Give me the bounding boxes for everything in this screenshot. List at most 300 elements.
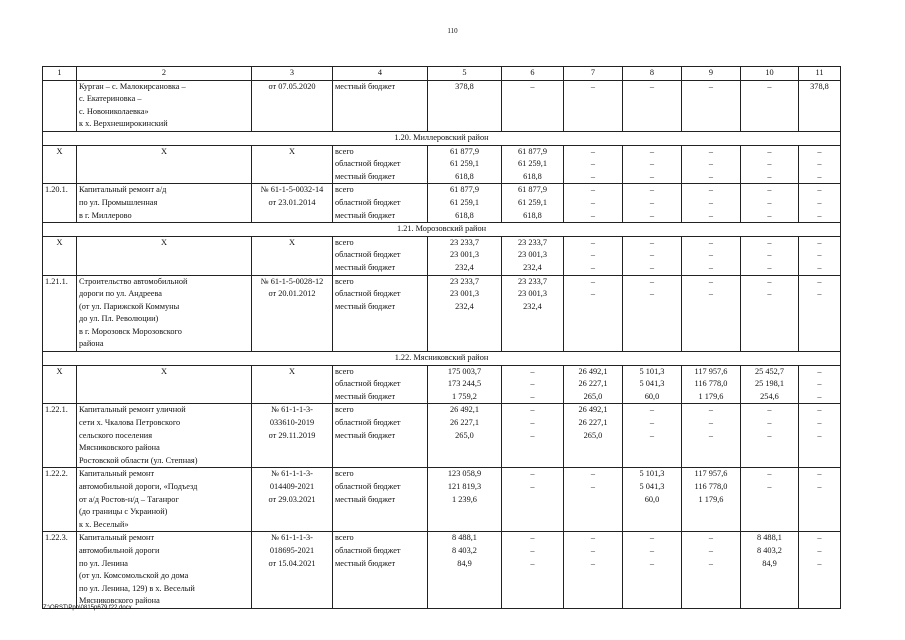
- district-total-row: [43, 145, 841, 184]
- amount-value: 1 759,2: [452, 391, 477, 401]
- amount-cell: [428, 145, 502, 184]
- amount-value: –: [590, 237, 596, 247]
- amount-cell: [502, 532, 564, 609]
- amount-value: –: [649, 197, 655, 207]
- amount-cell: [799, 236, 841, 275]
- amount-value: –: [649, 210, 655, 220]
- amount-cell: [682, 184, 741, 223]
- object-name-line: к х. Верхнеширокинский: [79, 119, 168, 129]
- amount-value: –: [590, 289, 596, 299]
- amount-cell: [741, 145, 799, 184]
- amount-value: 61 259,1: [517, 159, 548, 169]
- table-row: [43, 184, 841, 223]
- amount-value: 618,8: [523, 171, 542, 181]
- amount-value: 175 003,7: [447, 366, 482, 376]
- amount-value: –: [817, 237, 822, 247]
- amount-value: –: [817, 469, 822, 479]
- amount-value: 23 001,3: [449, 289, 480, 299]
- table-row: [43, 532, 841, 609]
- amount-value: [801, 301, 838, 314]
- object-name-line: Капитальный ремонт: [79, 533, 155, 543]
- amount-value: 23 001,3: [449, 250, 480, 260]
- amount-value: 26 492,1: [578, 405, 608, 415]
- permit-document-line: от 20.01.2012: [268, 289, 316, 299]
- amount-value: 61 877,9: [517, 146, 548, 156]
- table-header-row: [43, 67, 841, 81]
- amount-value: 618,8: [455, 171, 474, 181]
- funding-source-line: местный бюджет: [335, 210, 396, 220]
- column-header: 3: [252, 67, 333, 81]
- amount-value: 232,4: [523, 262, 542, 272]
- amount-value: –: [767, 482, 772, 491]
- object-name-line: Капитальный ремонт а/д: [79, 185, 167, 195]
- amount-value: 121 819,3: [447, 482, 482, 491]
- amount-value: –: [708, 237, 714, 247]
- permit-document-line: 033610-2019: [269, 418, 315, 428]
- amount-value: –: [817, 159, 822, 169]
- amount-value: –: [708, 262, 714, 272]
- funding-source: [333, 468, 428, 532]
- amount-cell: [502, 365, 564, 404]
- amount-cell: [564, 80, 623, 131]
- funding-source: [333, 365, 428, 404]
- amount-value: [625, 301, 679, 314]
- funding-source: [333, 80, 428, 131]
- object-name-line: сети х. Чкалова Петровского: [79, 418, 181, 428]
- funding-source: [333, 275, 428, 352]
- column-header: 7: [564, 67, 623, 81]
- amount-cell: [428, 275, 502, 352]
- amount-value: 25 452,7: [754, 366, 785, 376]
- permit-document: [252, 236, 333, 275]
- funding-source-line: областной бюджет: [335, 197, 401, 207]
- amount-cell: [741, 275, 799, 352]
- amount-value: 23 001,3: [517, 289, 548, 299]
- amount-cell: [799, 468, 841, 532]
- amount-cell: [741, 532, 799, 609]
- permit-document: [252, 404, 333, 468]
- amount-cell: [682, 80, 741, 131]
- amount-value: 116 778,0: [694, 482, 728, 491]
- column-header: 9: [682, 67, 741, 81]
- amount-value: [801, 494, 838, 507]
- amount-value: 1 179,6: [698, 391, 724, 401]
- permit-document-line: № 61-1-5-0028-12: [260, 276, 324, 286]
- funding-source: [333, 184, 428, 223]
- permit-document: [252, 532, 333, 609]
- amount-value: 618,8: [523, 210, 542, 220]
- amount-value: –: [708, 533, 714, 543]
- amount-value: –: [767, 469, 772, 479]
- object-name: [77, 184, 252, 223]
- object-name-line: Мясниковского района: [79, 596, 160, 606]
- amount-value: –: [817, 146, 822, 156]
- amount-value: –: [649, 430, 655, 440]
- amount-value: –: [708, 81, 714, 91]
- amount-value: –: [817, 391, 822, 401]
- permit-document-line: от 15.04.2021: [268, 558, 316, 568]
- district-total-row: [43, 365, 841, 404]
- object-name-line: Капитальный ремонт уличной: [79, 405, 186, 415]
- amount-value: 116 778,0: [694, 379, 728, 389]
- section-title: 1.21. Морозовский район: [43, 223, 841, 237]
- amount-value: –: [817, 405, 822, 415]
- column-header: 6: [502, 67, 564, 81]
- permit-document: [252, 145, 333, 184]
- funding-source-line: областной бюджет: [335, 250, 401, 260]
- amount-value: 23 233,7: [449, 276, 480, 286]
- object-name-line: (от ул. Парижской Коммуны: [79, 301, 180, 311]
- amount-cell: [799, 365, 841, 404]
- amount-value: –: [708, 171, 714, 181]
- amount-value: –: [767, 197, 772, 207]
- amount-value: –: [590, 210, 596, 220]
- permit-document-line: Х: [289, 146, 295, 156]
- amount-value: –: [817, 366, 822, 376]
- budget-table: [42, 66, 841, 609]
- amount-value: 61 877,9: [449, 146, 480, 156]
- amount-value: –: [767, 262, 772, 272]
- amount-value: 265,0: [583, 430, 603, 440]
- amount-value: [743, 301, 796, 314]
- amount-value: 26 227,1: [578, 379, 608, 389]
- permit-document: [252, 184, 333, 223]
- amount-value: 23 001,3: [517, 250, 548, 260]
- amount-value: 8 403,2: [452, 545, 477, 555]
- object-name-line: по ул. Промышленная: [79, 197, 158, 207]
- row-number: 1.20.1.: [43, 184, 77, 223]
- amount-cell: [799, 184, 841, 223]
- amount-value: –: [649, 289, 655, 299]
- object-name-line: по ул. Ленина, 129) в х. Веселый: [79, 583, 195, 593]
- amount-cell: [623, 365, 682, 404]
- amount-value: –: [708, 185, 714, 195]
- object-name-line: с. Екатериновка –: [79, 94, 142, 104]
- amount-cell: [502, 236, 564, 275]
- object-name-line: до ул. Пл. Революции): [79, 314, 159, 324]
- amount-value: –: [767, 185, 772, 195]
- amount-cell: [564, 365, 623, 404]
- amount-value: 1 179,6: [698, 494, 724, 504]
- amount-value: –: [649, 276, 655, 286]
- amount-cell: [682, 365, 741, 404]
- funding-source: [333, 145, 428, 184]
- amount-cell: [623, 184, 682, 223]
- permit-document-line: № 61-1-1-3-: [271, 469, 313, 479]
- amount-value: 232,4: [455, 301, 474, 311]
- column-header: 11: [799, 67, 841, 81]
- amount-value: –: [817, 276, 822, 286]
- amount-value: 1 239,6: [452, 494, 477, 504]
- amount-value: –: [590, 533, 596, 543]
- amount-value: 60,0: [644, 494, 660, 504]
- amount-value: –: [767, 289, 772, 299]
- amount-value: 5 041,3: [639, 379, 665, 389]
- amount-value: –: [530, 366, 535, 376]
- amount-cell: [741, 236, 799, 275]
- amount-cell: [623, 404, 682, 468]
- object-name: [77, 404, 252, 468]
- amount-value: –: [708, 289, 714, 299]
- amount-value: 265,0: [455, 430, 474, 440]
- amount-value: 5 101,3: [639, 366, 665, 376]
- section-title: 1.22. Мясниковский район: [43, 352, 841, 366]
- amount-value: 25 198,1: [754, 379, 785, 389]
- column-header: 4: [333, 67, 428, 81]
- amount-value: –: [767, 237, 772, 247]
- permit-document-line: Х: [289, 366, 295, 376]
- amount-cell: [428, 404, 502, 468]
- funding-source: [333, 236, 428, 275]
- amount-value: –: [530, 533, 535, 543]
- amount-value: 232,4: [523, 301, 542, 311]
- amount-cell: [623, 532, 682, 609]
- amount-cell: [682, 532, 741, 609]
- amount-cell: [502, 275, 564, 352]
- amount-cell: [682, 404, 741, 468]
- amount-value: –: [649, 533, 655, 543]
- amount-cell: [741, 365, 799, 404]
- amount-value: –: [590, 185, 596, 195]
- object-name-line: Мясниковского района: [79, 443, 160, 453]
- table-row: [43, 404, 841, 468]
- amount-value: –: [767, 146, 772, 156]
- amount-value: –: [649, 250, 655, 260]
- amount-value: 265,0: [583, 391, 603, 401]
- amount-value: –: [708, 558, 714, 568]
- amount-value: –: [708, 146, 714, 156]
- amount-cell: [564, 184, 623, 223]
- object-name: [77, 145, 252, 184]
- amount-value: –: [530, 379, 535, 389]
- amount-cell: [623, 145, 682, 184]
- object-name-line: Курган – с. Малокирсановка –: [79, 81, 186, 91]
- amount-cell: [502, 404, 564, 468]
- amount-value: 8 488,1: [757, 533, 782, 543]
- amount-value: –: [708, 430, 714, 440]
- amount-cell: [682, 275, 741, 352]
- amount-value: 378,8: [810, 81, 829, 91]
- file-path-footer: Z:\ORST\Ppo\0815p679.f22.docx: [43, 605, 132, 611]
- amount-value: 117 957,6: [694, 469, 728, 479]
- amount-value: 23 233,7: [517, 276, 548, 286]
- amount-value: 84,9: [457, 558, 472, 568]
- row-number: 1.22.2.: [43, 468, 77, 532]
- amount-value: –: [590, 469, 596, 479]
- amount-value: 8 488,1: [452, 533, 477, 543]
- amount-cell: [428, 236, 502, 275]
- amount-cell: [428, 468, 502, 532]
- object-name-line: дороги по ул. Андреева: [79, 289, 162, 299]
- amount-cell: [799, 532, 841, 609]
- amount-value: –: [817, 482, 822, 491]
- permit-document: [252, 468, 333, 532]
- amount-value: –: [708, 250, 714, 260]
- amount-value: –: [708, 276, 714, 286]
- object-name-line: Х: [161, 366, 167, 376]
- funding-source-line: областной бюджет: [335, 545, 401, 555]
- amount-value: 60,0: [644, 391, 660, 401]
- amount-value: –: [590, 482, 596, 491]
- amount-cell: [564, 468, 623, 532]
- amount-cell: [428, 365, 502, 404]
- object-name-line: Ростовской области (ул. Степная): [79, 455, 198, 465]
- amount-value: [566, 494, 620, 507]
- amount-value: –: [817, 210, 822, 220]
- amount-value: –: [767, 276, 772, 286]
- amount-value: 26 492,1: [449, 405, 480, 415]
- amount-cell: [564, 236, 623, 275]
- amount-cell: [428, 80, 502, 131]
- amount-value: –: [817, 197, 822, 207]
- amount-value: –: [708, 545, 714, 555]
- amount-value: –: [590, 558, 596, 568]
- funding-source-line: всего: [335, 146, 354, 156]
- column-header: 1: [43, 67, 77, 81]
- amount-value: [684, 301, 738, 314]
- amount-value: 117 957,6: [694, 366, 728, 376]
- amount-value: [566, 301, 620, 314]
- funding-source-line: местный бюджет: [335, 430, 396, 440]
- permit-document-line: Х: [289, 237, 295, 247]
- funding-source-line: всего: [335, 469, 354, 479]
- amount-value: –: [590, 146, 596, 156]
- amount-value: [504, 494, 561, 507]
- amount-value: –: [649, 262, 655, 272]
- object-name: [77, 275, 252, 352]
- amount-cell: [502, 468, 564, 532]
- amount-value: –: [530, 482, 535, 491]
- amount-value: –: [767, 210, 772, 220]
- district-total-row: [43, 236, 841, 275]
- column-header: 2: [77, 67, 252, 81]
- object-name: [77, 365, 252, 404]
- amount-value: –: [817, 379, 822, 389]
- amount-value: 61 877,9: [449, 185, 480, 195]
- amount-value: –: [649, 237, 655, 247]
- amount-value: –: [590, 262, 596, 272]
- funding-source: [333, 404, 428, 468]
- object-name-line: Х: [161, 146, 167, 156]
- amount-value: –: [649, 558, 655, 568]
- funding-source-line: областной бюджет: [335, 482, 401, 491]
- object-name: [77, 468, 252, 532]
- amount-value: –: [649, 405, 655, 415]
- amount-value: –: [590, 250, 596, 260]
- amount-cell: [741, 184, 799, 223]
- row-number: 1.21.1.: [43, 275, 77, 352]
- amount-value: 61 877,9: [517, 185, 548, 195]
- amount-value: 23 233,7: [517, 237, 548, 247]
- permit-document-line: от 29.03.2021: [268, 494, 316, 504]
- column-header: 8: [623, 67, 682, 81]
- amount-value: –: [530, 391, 535, 401]
- permit-document: [252, 365, 333, 404]
- section-row: [43, 131, 841, 145]
- funding-source-line: всего: [335, 533, 354, 543]
- object-name-line: Строительство автомобильной: [79, 276, 188, 286]
- amount-value: –: [649, 545, 655, 555]
- amount-value: –: [767, 405, 772, 415]
- funding-source-line: всего: [335, 366, 354, 376]
- amount-value: 84,9: [762, 558, 777, 568]
- amount-value: 26 492,1: [578, 366, 608, 376]
- amount-value: –: [817, 171, 822, 181]
- amount-value: –: [590, 276, 596, 286]
- amount-value: –: [767, 159, 772, 169]
- funding-source-line: областной бюджет: [335, 418, 401, 428]
- object-name-line: от а/д Ростов-н/д – Таганрог: [79, 494, 179, 504]
- object-name-line: Х: [161, 237, 167, 247]
- amount-value: 618,8: [455, 210, 474, 220]
- amount-value: 61 259,1: [449, 159, 480, 169]
- amount-value: –: [649, 159, 655, 169]
- amount-value: 378,8: [455, 81, 474, 91]
- funding-source-line: областной бюджет: [335, 159, 401, 169]
- amount-value: 232,4: [455, 262, 474, 272]
- amount-value: –: [708, 197, 714, 207]
- row-number: 1.22.1.: [43, 404, 77, 468]
- amount-value: –: [530, 81, 535, 91]
- amount-cell: [799, 275, 841, 352]
- permit-document-line: № 61-1-1-3-: [271, 405, 313, 415]
- amount-value: –: [767, 418, 772, 428]
- object-name-line: Капитальный ремонт: [79, 469, 155, 479]
- amount-value: –: [767, 250, 772, 260]
- object-name: [77, 236, 252, 275]
- amount-cell: [564, 532, 623, 609]
- amount-value: –: [817, 418, 822, 428]
- amount-cell: [682, 236, 741, 275]
- column-header: 10: [741, 67, 799, 81]
- row-number: Х: [43, 236, 77, 275]
- amount-cell: [741, 404, 799, 468]
- amount-value: –: [708, 159, 714, 169]
- funding-source-line: местный бюджет: [335, 262, 396, 272]
- permit-document: [252, 80, 333, 131]
- funding-source-line: местный бюджет: [335, 171, 396, 181]
- amount-value: –: [590, 159, 596, 169]
- object-name-line: к х. Веселый»: [79, 519, 129, 529]
- object-name-line: в г. Морозовск Морозовского: [79, 326, 182, 336]
- amount-cell: [682, 145, 741, 184]
- section-row: [43, 352, 841, 366]
- amount-value: –: [530, 469, 535, 479]
- funding-source-line: всего: [335, 185, 354, 195]
- amount-value: 8 403,2: [757, 545, 782, 555]
- amount-value: –: [817, 289, 822, 299]
- funding-source-line: местный бюджет: [335, 81, 396, 91]
- funding-source-line: областной бюджет: [335, 379, 401, 389]
- amount-value: –: [767, 171, 772, 181]
- amount-cell: [502, 80, 564, 131]
- row-number: Х: [43, 365, 77, 404]
- amount-value: –: [649, 81, 655, 91]
- amount-cell: [682, 468, 741, 532]
- object-name-line: в г. Миллерово: [79, 210, 132, 220]
- amount-value: –: [590, 197, 596, 207]
- permit-document-line: № 61-1-5-0032-14: [260, 185, 324, 195]
- funding-source-line: местный бюджет: [335, 558, 396, 568]
- amount-value: –: [817, 545, 822, 555]
- amount-cell: [623, 468, 682, 532]
- object-name-line: по ул. Ленина: [79, 558, 128, 568]
- permit-document-line: 018695-2021: [269, 545, 315, 555]
- permit-document-line: от 07.05.2020: [268, 81, 316, 91]
- funding-source-line: местный бюджет: [335, 391, 396, 401]
- amount-value: –: [649, 171, 655, 181]
- amount-value: –: [530, 430, 535, 440]
